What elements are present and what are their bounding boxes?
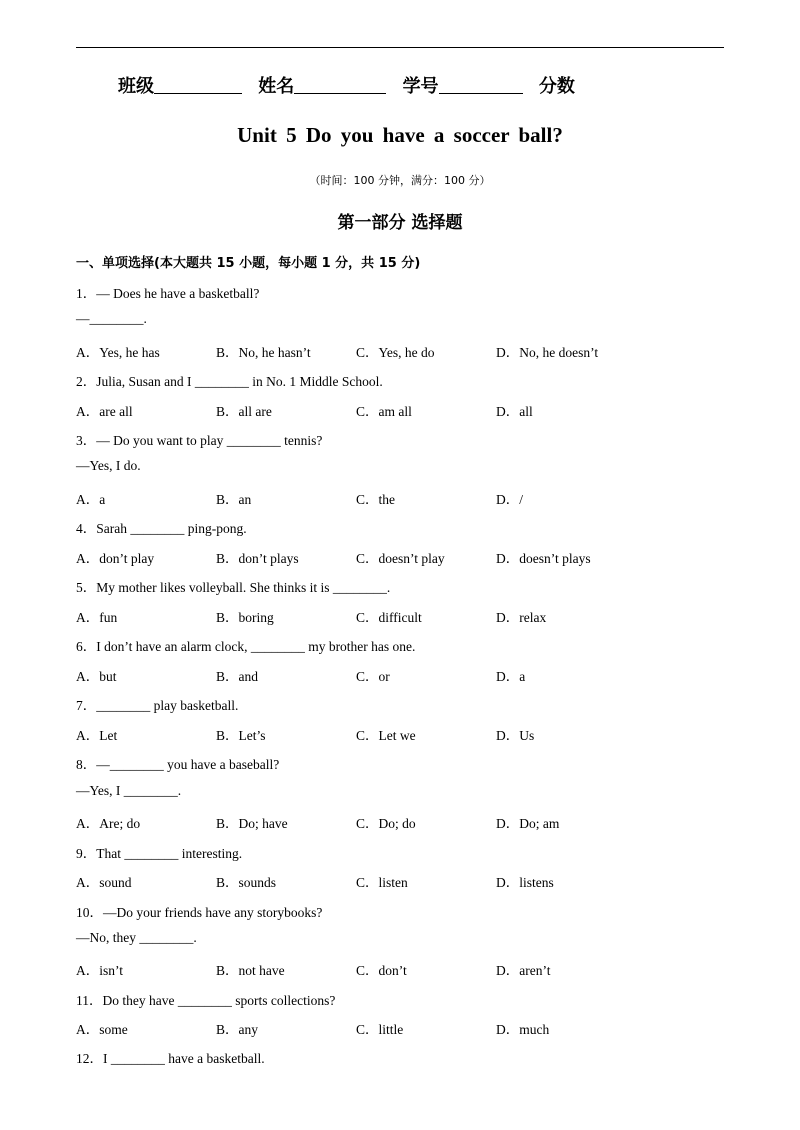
- option-a[interactable]: A．are all: [76, 404, 133, 419]
- option-a[interactable]: A．don’t play: [76, 551, 155, 566]
- option-c[interactable]: C．difficult: [356, 610, 422, 625]
- student-id-label: 学号: [402, 76, 439, 97]
- question-reply: —Yes, I do.: [76, 458, 141, 473]
- score-label: 分数: [538, 76, 575, 97]
- option-b[interactable]: B．and: [216, 669, 258, 684]
- section-title: 一、单项选择(本大题共 15 小题，每小题 1 分，共 15 分): [76, 256, 421, 271]
- option-d[interactable]: D．No, he doesn’t: [496, 345, 599, 360]
- option-b[interactable]: B．not have: [216, 963, 285, 978]
- option-c[interactable]: C．or: [356, 669, 390, 684]
- part-title: 第一部分 选择题: [337, 213, 463, 233]
- question-stem: 1．— Does he have a basketball?: [76, 286, 260, 301]
- option-a[interactable]: A．Let: [76, 728, 118, 743]
- option-a[interactable]: A．isn’t: [76, 963, 124, 978]
- header-rule: [76, 47, 724, 48]
- question-stem: 2．Julia, Susan and I ________ in No. 1 Middle School.: [76, 374, 383, 389]
- option-a[interactable]: A．some: [76, 1022, 128, 1037]
- page-title: Unit 5 Do you have a soccer ball?: [237, 123, 563, 147]
- class-blank[interactable]: [154, 77, 242, 94]
- option-c[interactable]: C．little: [356, 1022, 404, 1037]
- question-stem: 6．I don’t have an alarm clock, ________ my brother has one.: [76, 639, 416, 654]
- question-stem: 8．—________ you have a baseball?: [76, 757, 280, 772]
- option-c[interactable]: C．Yes, he do: [356, 345, 435, 360]
- question-stem: 12．I ________ have a basketball.: [76, 1051, 265, 1066]
- option-c[interactable]: C．Let we: [356, 728, 416, 743]
- question-stem: 10．—Do your friends have any storybooks?: [76, 905, 323, 920]
- option-c[interactable]: C．listen: [356, 875, 408, 890]
- option-a[interactable]: A．Yes, he has: [76, 345, 160, 360]
- option-c[interactable]: C．Do; do: [356, 816, 416, 831]
- option-b[interactable]: B．sounds: [216, 875, 277, 890]
- option-d[interactable]: D．doesn’t plays: [496, 551, 591, 566]
- exam-time-note: （时间：100 分钟，满分：100 分）: [309, 174, 491, 187]
- option-b[interactable]: B．Let’s: [216, 728, 266, 743]
- option-b[interactable]: B．all are: [216, 404, 272, 419]
- option-d[interactable]: D．Us: [496, 728, 535, 743]
- question-reply: —Yes, I ________.: [76, 783, 182, 798]
- question-stem: 4．Sarah ________ ping-pong.: [76, 521, 247, 536]
- question-stem: 3．— Do you want to play ________ tennis?: [76, 433, 323, 448]
- option-d[interactable]: D．listens: [496, 875, 554, 890]
- question-stem: 5．My mother likes volleyball. She thinks it is ________.: [76, 580, 391, 595]
- question-stem: 9．That ________ interesting.: [76, 846, 243, 861]
- option-d[interactable]: D．aren’t: [496, 963, 551, 978]
- option-b[interactable]: B．an: [216, 492, 252, 507]
- option-d[interactable]: D．a: [496, 669, 526, 684]
- option-a[interactable]: A．fun: [76, 610, 118, 625]
- option-d[interactable]: D．all: [496, 404, 533, 419]
- option-b[interactable]: B．don’t plays: [216, 551, 299, 566]
- student-info-line: [118, 72, 585, 98]
- question-stem: 11．Do they have ________ sports collections?: [76, 993, 336, 1008]
- option-d[interactable]: D．/: [496, 492, 523, 507]
- option-d[interactable]: D．Do; am: [496, 816, 560, 831]
- option-c[interactable]: C．doesn’t play: [356, 551, 445, 566]
- option-b[interactable]: B．any: [216, 1022, 258, 1037]
- option-a[interactable]: A．a: [76, 492, 106, 507]
- option-b[interactable]: B．No, he hasn’t: [216, 345, 311, 360]
- class-label: 班级: [118, 76, 154, 97]
- option-d[interactable]: D．relax: [496, 610, 547, 625]
- question-stem: 7．________ play basketball.: [76, 698, 239, 713]
- option-c[interactable]: C．don’t: [356, 963, 407, 978]
- option-d[interactable]: D．much: [496, 1022, 550, 1037]
- student-id-blank[interactable]: [439, 77, 523, 94]
- name-label: 姓名: [258, 76, 295, 97]
- name-blank[interactable]: [294, 77, 386, 94]
- question-reply: —No, they ________.: [76, 930, 197, 945]
- option-c[interactable]: C．am all: [356, 404, 412, 419]
- question-reply: —________.: [76, 311, 147, 326]
- option-b[interactable]: B．boring: [216, 610, 274, 625]
- option-b[interactable]: B．Do; have: [216, 816, 288, 831]
- option-c[interactable]: C．the: [356, 492, 395, 507]
- option-a[interactable]: A．sound: [76, 875, 132, 890]
- option-a[interactable]: A．Are; do: [76, 816, 141, 831]
- option-a[interactable]: A．but: [76, 669, 117, 684]
